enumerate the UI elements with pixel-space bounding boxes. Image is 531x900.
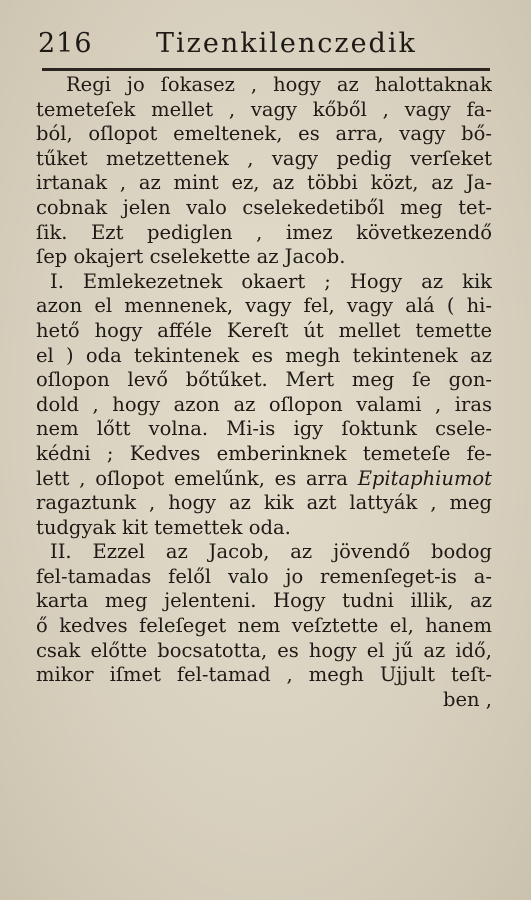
italic-word: Epitaphiumot bbox=[357, 466, 492, 490]
page-number: 216 bbox=[38, 28, 93, 59]
text-line: kédni ; Kedves emberinknek temeteſe fe- bbox=[36, 441, 492, 465]
text-line: dold , hogy azon az oſlopon valami , iras bbox=[36, 392, 492, 416]
text-line: tűket metzettenek , vagy pedig verſeket bbox=[36, 146, 492, 170]
text-line: temeteſek mellet , vagy kőből , vagy fa- bbox=[36, 97, 492, 121]
page-header bbox=[38, 22, 498, 66]
text-line: oſlopon levő bőtűket. Mert meg ſe gon- bbox=[36, 368, 492, 392]
text-line: ból, oſlopot emeltenek, es arra, vagy bő- bbox=[36, 122, 492, 146]
text-line: Regi jo ſokasez , hogy az halottaknak bbox=[66, 73, 492, 96]
text-line: ragaztunk , hogy az kik azt lattyák , meg bbox=[36, 491, 492, 515]
text-line: mikor iſmet fel-tamad , megh Ujjult teſt- bbox=[36, 663, 492, 687]
catchword: ben , bbox=[443, 687, 492, 711]
text-fragment: lett , oſlopot emelűnk, es arra bbox=[36, 466, 348, 490]
text-line: karta meg jelenteni. Hogy tudni illik, az bbox=[36, 589, 492, 613]
text-line: nem lőtt volna. Mi-is igy ſoktunk csele- bbox=[36, 417, 492, 441]
text-line bbox=[36, 467, 492, 492]
text-line: cobnak jelen valo cselekedetiből meg tet- bbox=[36, 195, 492, 219]
text-line: II. Ezzel az Jacob, az jövendő bodog bbox=[50, 540, 492, 564]
text-line: ő kedves feleſeget nem veſztette el, hanem bbox=[36, 614, 492, 638]
text-line: I. Emlekezetnek okaert ; Hogy az kik bbox=[50, 269, 492, 293]
body-text bbox=[36, 73, 492, 712]
text-line: azon el mennenek, vagy fel, vagy alá ( hi- bbox=[36, 294, 492, 318]
text-line: tudgyak kit temettek oda. bbox=[36, 515, 291, 539]
text-line: irtanak , az mint ez, az többi közt, az Ja- bbox=[36, 171, 492, 195]
text-line: csak előtte bocsatotta, es hogy el jű az idő, bbox=[36, 638, 492, 662]
text-line: ſik. Ezt pediglen , imez következendő bbox=[36, 220, 492, 244]
header-rule bbox=[42, 68, 490, 71]
text-line: fel-tamadas felől valo jo remenſeget-is a- bbox=[36, 564, 492, 588]
running-title: Tizenkilenczedik bbox=[156, 28, 417, 59]
text-line: el ) oda tekintenek es megh tekintenek az bbox=[36, 343, 492, 367]
text-line: hető hogy afféle Kereſt út mellet temette bbox=[36, 318, 492, 342]
text-line: ſep okajert cselekette az Jacob. bbox=[36, 245, 346, 269]
